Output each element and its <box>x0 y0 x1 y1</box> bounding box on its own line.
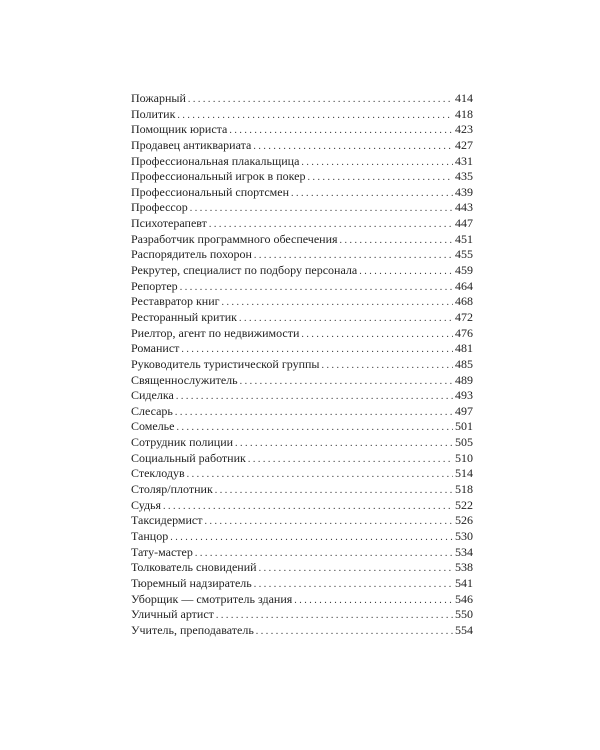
dot-leader <box>240 374 453 390</box>
toc-entry-title: Уличный артист <box>131 607 214 622</box>
toc-entry-title: Сотрудник полиции <box>131 435 234 450</box>
toc-entry-title: Тюремный надзиратель <box>131 575 252 590</box>
toc-entry-page-number: 447 <box>455 216 473 231</box>
toc-entry-page-number: 493 <box>455 388 473 403</box>
toc-entry <box>131 373 473 389</box>
dot-leader <box>340 233 453 249</box>
toc-entry <box>131 435 473 451</box>
toc-entry-page-number: 522 <box>455 497 473 512</box>
toc-entry <box>131 513 473 529</box>
toc-entry-title: Судья <box>131 497 162 512</box>
toc-entry <box>131 592 473 608</box>
toc-entry <box>131 294 473 310</box>
toc-entry <box>131 529 473 545</box>
toc-entry <box>131 404 473 420</box>
toc-entry-title: Психотерапевт <box>131 216 207 231</box>
toc-entry-page-number: 526 <box>455 513 473 528</box>
toc-entry <box>131 545 473 561</box>
toc-entry-page-number: 554 <box>455 622 473 637</box>
toc-entry-title: Профессиональный игрок в покер <box>131 169 306 184</box>
toc-entry-page-number: 459 <box>455 263 473 278</box>
toc-entry-page-number: 435 <box>455 169 473 184</box>
toc-entry-title: Репортер <box>131 278 178 293</box>
toc-entry-page-number: 418 <box>455 106 473 121</box>
dot-leader <box>294 593 453 609</box>
toc-entry <box>131 482 473 498</box>
toc-entry-title: Ресторанный критик <box>131 309 237 324</box>
dot-leader <box>216 608 453 624</box>
toc-entry <box>131 576 473 592</box>
toc-entry <box>131 91 473 107</box>
toc-entry-page-number: 468 <box>455 294 473 309</box>
toc-entry-page-number: 439 <box>455 184 473 199</box>
toc-entry <box>131 498 473 514</box>
toc-entry <box>131 310 473 326</box>
dot-leader <box>322 358 454 374</box>
toc-entry-page-number: 472 <box>455 309 473 324</box>
toc-entry-page-number: 476 <box>455 325 473 340</box>
toc-entry-page-number: 414 <box>455 91 473 105</box>
toc-entry-title: Социальный работник <box>131 450 246 465</box>
toc-entry <box>131 466 473 482</box>
toc-entry-title: Учитель, преподаватель <box>131 622 254 637</box>
toc-entry-title: Разработчик программного обеспечения <box>131 231 338 246</box>
toc-entry-title: Профессиональная плакальщица <box>131 153 300 168</box>
toc-entry-page-number: 518 <box>455 482 473 497</box>
toc-entry-title: Толкователь сновидений <box>131 560 257 575</box>
dot-leader <box>204 514 453 530</box>
toc-entry-page-number: 431 <box>455 153 473 168</box>
toc-entry-title: Романист <box>131 341 180 356</box>
toc-entry-title: Пожарный <box>131 91 186 105</box>
dot-leader <box>176 420 453 436</box>
toc-entry-title: Риелтор, агент по недвижимости <box>131 325 300 340</box>
toc-entry <box>131 263 473 279</box>
toc-entry <box>131 419 473 435</box>
toc-entry-title: Тату-мастер <box>131 544 193 559</box>
toc-entry-title: Сиделка <box>131 388 174 403</box>
toc-entry-page-number: 443 <box>455 200 473 215</box>
dot-leader <box>190 201 453 217</box>
dot-leader <box>209 217 453 233</box>
toc-entry <box>131 341 473 357</box>
toc-entry-title: Столяр/плотник <box>131 482 213 497</box>
toc-entry-title: Профессиональный спортсмен <box>131 184 290 199</box>
dot-leader <box>170 530 453 546</box>
dot-leader <box>239 311 453 327</box>
dot-leader <box>180 280 453 296</box>
toc-entry-page-number: 464 <box>455 278 473 293</box>
toc-entry <box>131 138 473 154</box>
toc-entry-title: Рекрутер, специалист по подбору персонала <box>131 263 358 278</box>
toc-entry <box>131 247 473 263</box>
toc-entry-page-number: 423 <box>455 122 473 137</box>
toc-entry-title: Сомелье <box>131 419 175 434</box>
toc-entry-title: Таксидермист <box>131 513 203 528</box>
toc-entry-page-number: 546 <box>455 591 473 606</box>
toc-entry-title: Слесарь <box>131 403 173 418</box>
toc-entry <box>131 200 473 216</box>
dot-leader <box>307 170 453 186</box>
dot-leader <box>215 483 453 499</box>
toc-entry-page-number: 541 <box>455 575 473 590</box>
toc-entry-page-number: 427 <box>455 137 473 152</box>
toc-entry-page-number: 485 <box>455 356 473 371</box>
toc-entry-title: Уборщик — смотритель здания <box>131 591 293 606</box>
toc-entry <box>131 169 473 185</box>
toc-entry <box>131 232 473 248</box>
dot-leader <box>248 452 453 468</box>
dot-leader <box>253 139 453 155</box>
toc-entry-title: Реставратор книг <box>131 294 220 309</box>
toc-entry <box>131 122 473 138</box>
dot-leader <box>229 123 453 139</box>
toc-entry-title: Распорядитель похорон <box>131 247 252 262</box>
toc-entry-page-number: 497 <box>455 403 473 418</box>
dot-leader <box>359 264 453 280</box>
toc-entry-page-number: 534 <box>455 544 473 559</box>
toc-entry <box>131 388 473 404</box>
toc-entry-page-number: 514 <box>455 466 473 481</box>
toc-entry-page-number: 538 <box>455 560 473 575</box>
dot-leader <box>163 499 453 515</box>
dot-leader <box>181 342 453 358</box>
dot-leader <box>254 248 453 264</box>
dot-leader <box>188 92 453 108</box>
toc-entry-title: Профессор <box>131 200 188 215</box>
toc-entry <box>131 279 473 295</box>
dot-leader <box>176 389 453 405</box>
toc-entry-title: Продавец антиквариата <box>131 137 252 152</box>
dot-leader <box>195 546 453 562</box>
dot-leader <box>259 561 453 577</box>
table-of-contents <box>131 91 473 638</box>
dot-leader <box>301 327 453 343</box>
toc-entry-page-number: 455 <box>455 247 473 262</box>
dot-leader <box>235 436 453 452</box>
toc-entry <box>131 216 473 232</box>
toc-entry-page-number: 489 <box>455 372 473 387</box>
toc-entry <box>131 357 473 373</box>
toc-entry <box>131 451 473 467</box>
toc-entry <box>131 607 473 623</box>
dot-leader <box>222 295 453 311</box>
toc-entry <box>131 185 473 201</box>
toc-entry-title: Политик <box>131 106 176 121</box>
toc-entry-page-number: 481 <box>455 341 473 356</box>
toc-entry <box>131 623 473 639</box>
toc-entry-page-number: 501 <box>455 419 473 434</box>
dot-leader <box>256 624 453 640</box>
dot-leader <box>187 467 453 483</box>
toc-entry-title: Священнослужитель <box>131 372 238 387</box>
toc-entry-title: Танцор <box>131 528 169 543</box>
toc-entry-page-number: 510 <box>455 450 473 465</box>
toc-entry-page-number: 530 <box>455 528 473 543</box>
dot-leader <box>301 155 453 171</box>
toc-entry <box>131 154 473 170</box>
toc-entry <box>131 326 473 342</box>
toc-entry-page-number: 505 <box>455 435 473 450</box>
toc-entry <box>131 107 473 123</box>
dot-leader <box>177 108 453 124</box>
toc-entry <box>131 560 473 576</box>
toc-entry-title: Помощник юриста <box>131 122 228 137</box>
dot-leader <box>175 405 453 421</box>
toc-entry-title: Руководитель туристической группы <box>131 356 320 371</box>
toc-entry-page-number: 451 <box>455 231 473 246</box>
dot-leader <box>254 577 453 593</box>
toc-entry-title: Стеклодув <box>131 466 185 481</box>
toc-entry-page-number: 550 <box>455 607 473 622</box>
dot-leader <box>291 186 453 202</box>
